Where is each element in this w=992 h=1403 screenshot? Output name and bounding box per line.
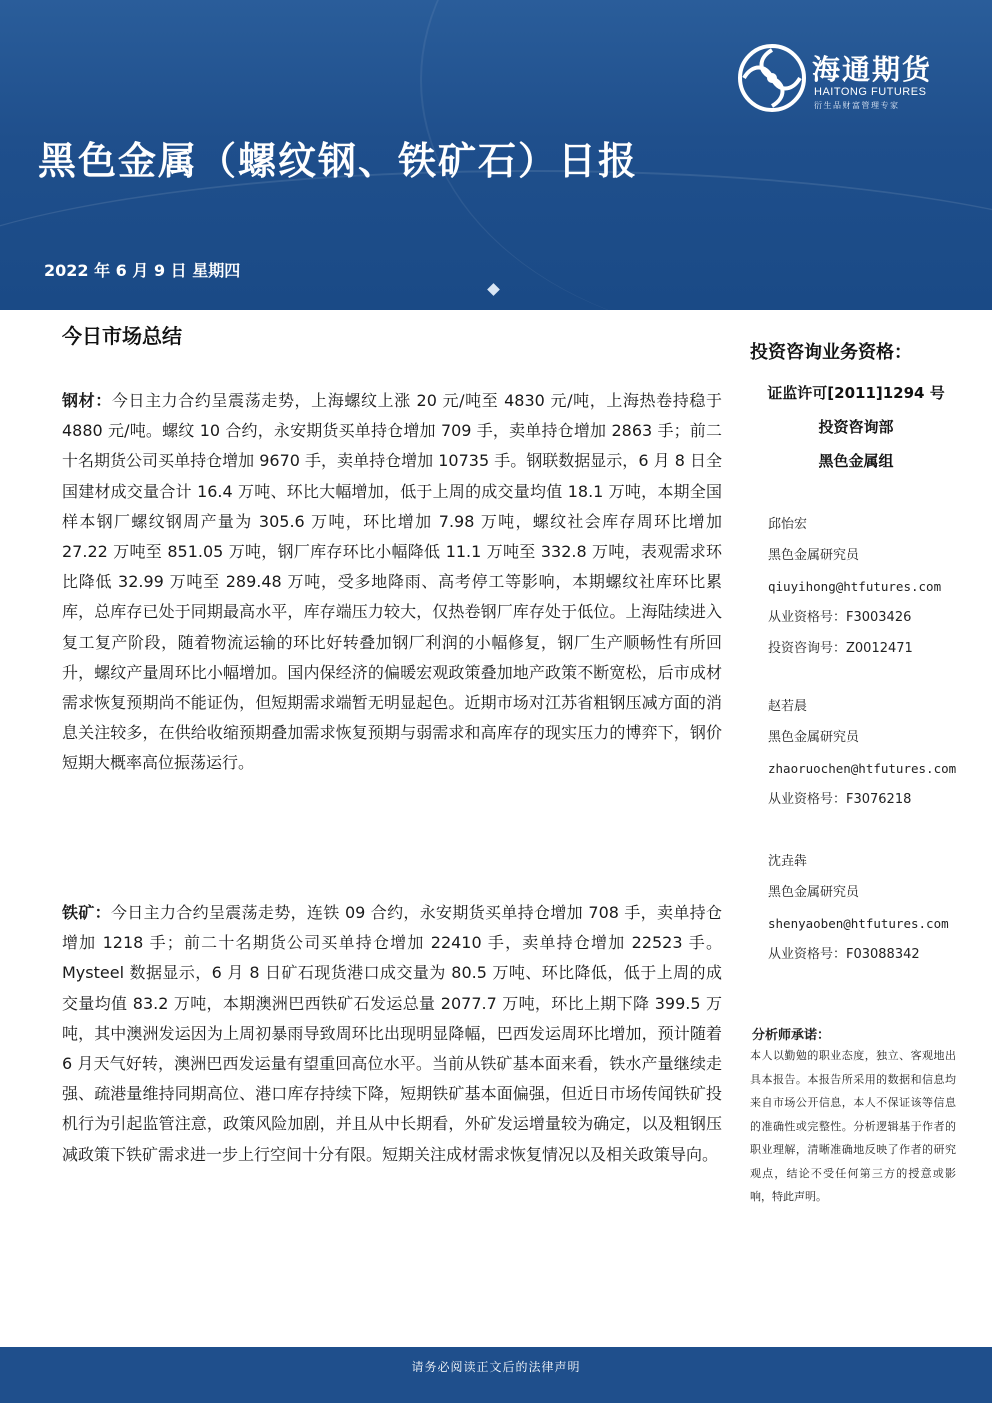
analyst-email[interactable]: qiuyihong@htfutures.com: [768, 579, 942, 594]
license-number: 证监许可[2011]1294 号: [767, 384, 945, 402]
report-date: 2022 年 6 月 9 日 星期四: [44, 261, 241, 280]
analyst-role: 黑色金属研究员: [768, 548, 860, 563]
analyst-qualification: 从业资格号：F3076218: [768, 792, 912, 807]
analyst-qualification: 从业资格号：F3003426: [768, 610, 912, 625]
logo-name-en: HAITONG FUTURES: [814, 86, 927, 98]
analyst-role: 黑色金属研究员: [768, 730, 860, 745]
group-name: 黑色金属组: [818, 452, 894, 470]
ore-lead: 铁矿：: [62, 903, 111, 922]
diamond-divider-icon: [487, 283, 500, 296]
analyst-email[interactable]: shenyaoben@htfutures.com: [768, 916, 949, 931]
department: 投资咨询部: [818, 418, 894, 436]
analyst-name: 邱怡宏: [768, 517, 808, 532]
analyst-consult-number: 投资咨询号：Z0012471: [768, 641, 913, 656]
analyst-card: [768, 846, 949, 970]
section-title: 今日市场总结: [62, 324, 182, 348]
analyst-email[interactable]: zhaoruochen@htfutures.com: [768, 761, 957, 776]
qualification-title: 投资咨询业务资格：: [750, 342, 912, 363]
analyst-name: 赵若晨: [768, 699, 808, 714]
steel-lead: 钢材：: [62, 391, 112, 410]
footer-bar: [0, 1347, 992, 1403]
analyst-pledge-text: 本人以勤勉的职业态度，独立、客观地出具本报告。本报告所采用的数据和信息均来自市场公开信息，本人不保证该等信息的准确性或完整性。分析逻辑基于作者的职业理解，清晰准确地反映了作者的研究观点，结论不受任何第三方的授意或影响，特此声明。: [750, 1049, 956, 1203]
analyst-qualification: 从业资格号：F03088342: [768, 947, 920, 962]
company-logo: [738, 44, 958, 114]
analyst-pledge-title: 分析师承诺：: [752, 1028, 831, 1043]
header-banner: [0, 0, 992, 310]
analyst-role: 黑色金属研究员: [768, 885, 860, 900]
report-title: 黑色金属（螺纹钢、铁矿石）日报: [38, 138, 639, 183]
analyst-name: 沈垚犇: [768, 854, 808, 869]
analyst-card: [768, 509, 941, 664]
logo-slogan: 衍生品财富管理专家: [814, 101, 900, 110]
steel-paragraph: [62, 386, 722, 779]
steel-text: 今日主力合约呈震荡走势，上海螺纹上涨 20 元/吨至 4830 元/吨，上海热卷持稳于 4880 元/吨。螺纹 10 合约，永安期货买单持仓增加 709 手，卖单持仓增加 2863 手；前二十名期货公司买单持仓增加 9670 手，卖单持仓增加 10735 手。钢联数据显示，6 月 8 日全国建材成交量合计 16.4 万吨、环比大幅增加，低于上周的成交量均值 18.1 万吨，本期全国样本钢厂螺纹钢周产量为 305.6 万吨，环比增加 7.98 万吨，螺纹社会库存周环比增加 27.22 万吨至 851.05 万吨，钢厂库存环比小幅降低 11.1 万吨至 332.8 万吨，表观需求环比降低 32.99 万吨至 289.48 万吨，受多地降雨、高考停工等影响，本期螺纹社库环比累库，总库存已处于同期最高水平，库存端压力较大，仅热卷钢厂库存处于低位。上海陆续进入复工复产阶段，随着物流运输的环比好转叠加钢厂利润的小幅修复，钢厂生产顺畅性有所回升，螺纹产量周环比小幅增加。国内保经济的偏暖宏观政策叠加地产政策不断宽松，后市成材需求恢复预期尚不能证伪，但短期需求端暂无明显起色。近期市场对江苏省粗钢压减方面的消息关注较多，在供给收缩预期叠加需求恢复预期与弱需求和高库存的现实压力的博弈下，钢价短期大概率高位振荡运行。: [62, 391, 722, 773]
haitong-logo-icon: [738, 44, 806, 112]
legal-notice: 请务必阅读正文后的法律声明: [411, 1360, 581, 1374]
analyst-card: [768, 691, 956, 815]
ore-paragraph: [62, 898, 722, 1170]
logo-name-cn: 海通期货: [812, 53, 933, 86]
ore-text: 今日主力合约呈震荡走势，连铁 09 合约，永安期货买单持仓增加 708 手，卖单持仓增加 1218 手；前二十名期货公司买单持仓增加 22410 手，卖单持仓增加 22523 手。Mysteel 数据显示，6 月 8 日矿石现货港口成交量为 80.5 万吨、环比降低，低于上周的成交量均值 83.2 万吨，本期澳洲巴西铁矿石发运总量 2077.7 万吨，环比上期下降 399.5 万吨，其中澳洲发运因为上周初暴雨导致周环比出现明显降幅，巴西发运周环比增加，预计随着 6 月天气好转，澳洲巴西发运量有望重回高位水平。当前从铁矿基本面来看，铁水产量继续走强、疏港量维持同期高位、港口库存持续下降，短期铁矿基本面偏强，但近日市场传闻铁矿投机行为引起监管注意，政策风险加剧，并且从中长期看，外矿发运增量较为确定，以及粗钢压减政策下铁矿需求进一步上行空间十分有限。短期关注成材需求恢复情况以及相关政策导向。: [62, 903, 722, 1164]
